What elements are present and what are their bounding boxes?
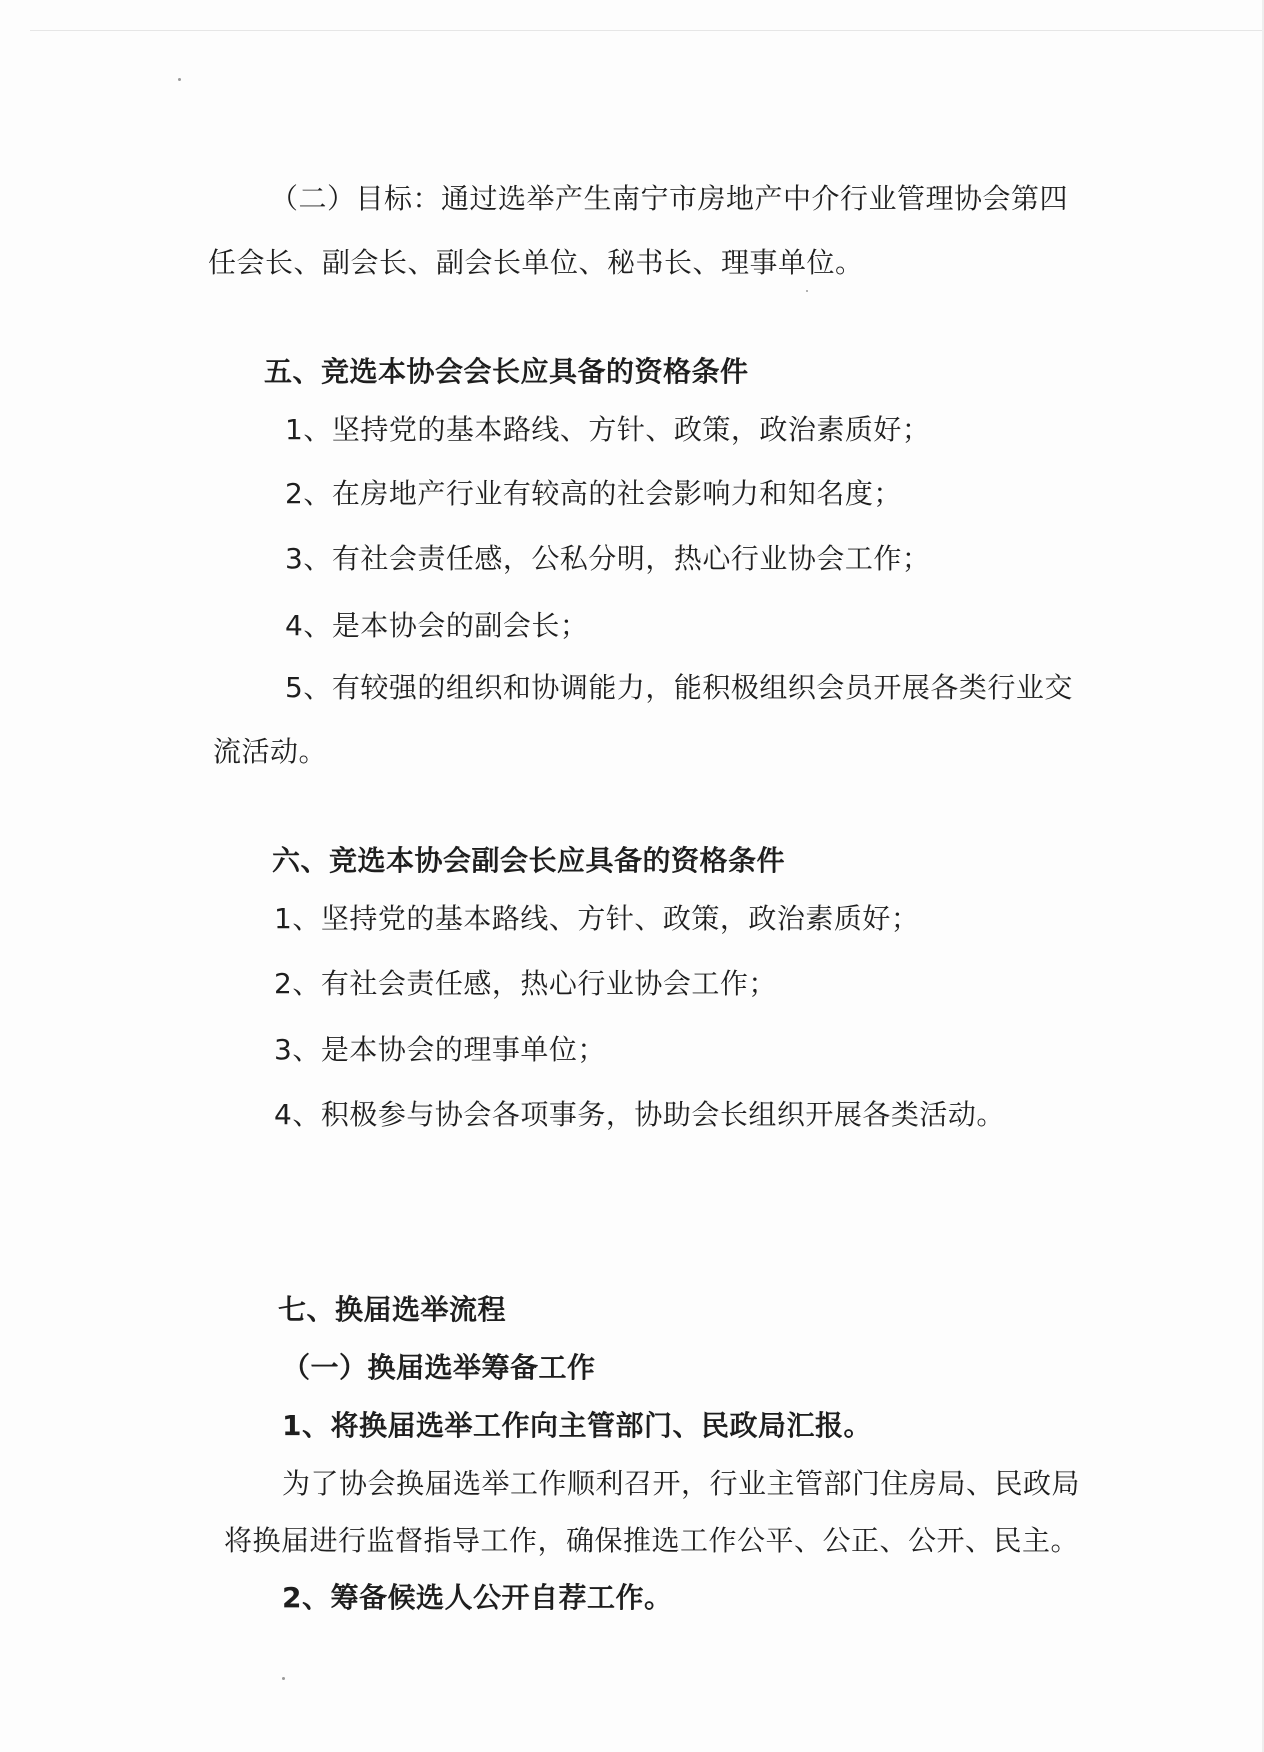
section-6-item-1: 1、坚持党的基本路线、方针、政策，政治素质好； <box>274 902 920 935</box>
scan-speck <box>806 290 808 292</box>
scan-top-edge <box>30 30 1264 31</box>
section-6-item-3: 3、是本协会的理事单位； <box>274 1033 606 1066</box>
scan-speck <box>282 1677 285 1680</box>
section-7-step-1: 1、将换届选举工作向主管部门、民政局汇报。 <box>282 1409 872 1442</box>
section-7-step-2: 2、筹备候选人公开自荐工作。 <box>282 1581 673 1614</box>
goal-line-1: （二）目标：通过选举产生南宁市房地产中介行业管理协会第四 <box>270 182 1069 215</box>
section-6-item-2: 2、有社会责任感，热心行业协会工作； <box>274 967 777 1000</box>
section-5-item-4: 4、是本协会的副会长； <box>285 609 589 642</box>
section-7-heading: 七、换届选举流程 <box>278 1293 507 1326</box>
section-5-item-1: 1、坚持党的基本路线、方针、政策，政治素质好； <box>285 413 931 446</box>
section-5-item-2: 2、在房地产行业有较高的社会影响力和知名度； <box>285 477 902 510</box>
section-5-item-5-line-2: 流活动。 <box>213 735 328 768</box>
section-5-item-3: 3、有社会责任感，公私分明，热心行业协会工作； <box>285 542 931 575</box>
section-6-item-4: 4、积极参与协会各项事务，协助会长组织开展各类活动。 <box>274 1098 1005 1131</box>
section-7-step-1-para-line-1: 为了协会换届选举工作顺利召开，行业主管部门住房局、民政局 <box>282 1467 1081 1500</box>
section-6-heading: 六、竞选本协会副会长应具备的资格条件 <box>272 844 786 877</box>
section-5-item-5-line-1: 5、有较强的组织和协调能力，能积极组织会员开展各类行业交 <box>285 671 1073 704</box>
section-7-sub-1: （一）换届选举筹备工作 <box>282 1351 596 1384</box>
scan-speck <box>178 78 181 81</box>
section-5-heading: 五、竞选本协会会长应具备的资格条件 <box>264 355 749 388</box>
section-7-step-1-para-line-2: 将换届进行监督指导工作，确保推选工作公平、公正、公开、民主。 <box>224 1524 1080 1557</box>
goal-line-2: 任会长、副会长、副会长单位、秘书长、理事单位。 <box>208 246 864 279</box>
